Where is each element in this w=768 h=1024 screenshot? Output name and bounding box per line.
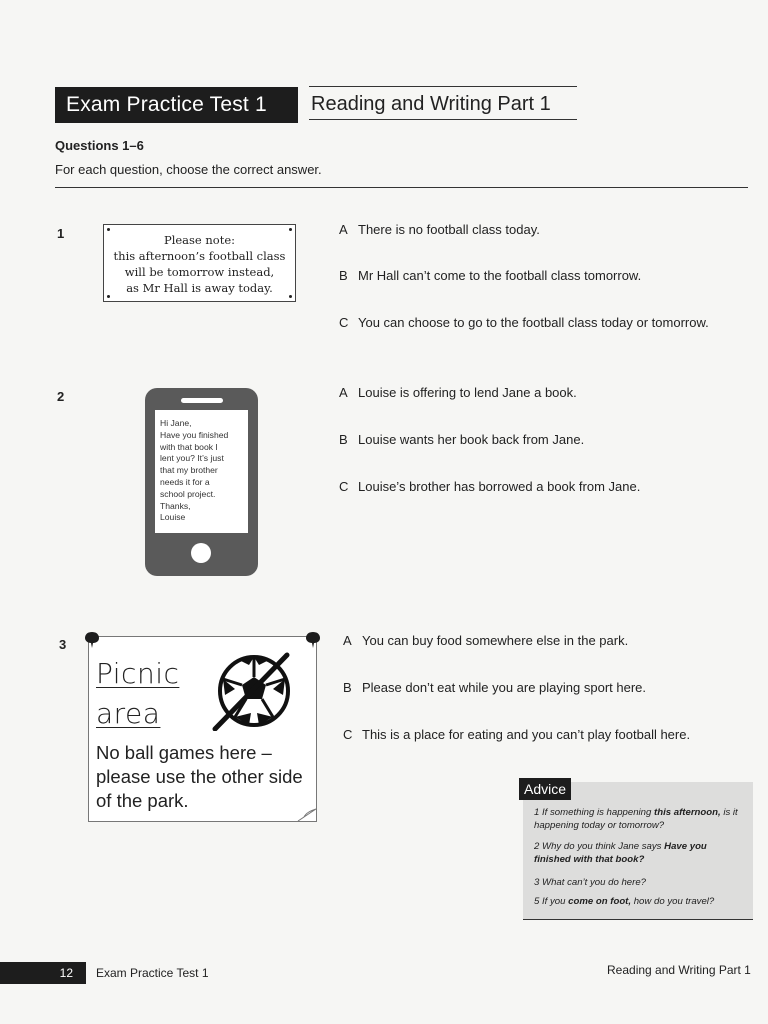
option-letter: B <box>339 268 348 283</box>
option-text: Louise is offering to lend Jane a book. <box>358 385 577 400</box>
option-text: Mr Hall can’t come to the football class tomorrow. <box>358 268 642 283</box>
pin-icon <box>304 631 322 649</box>
advice-item: 1 If something is happening this afternoon, is it happening today or tomorrow? <box>534 807 738 831</box>
message-line: Louise <box>160 512 186 523</box>
footer-right-text: Reading and Writing Part 1 <box>607 963 751 977</box>
part-title: Reading and Writing Part 1 <box>309 86 577 120</box>
message-line: with that book I <box>160 441 218 452</box>
message-line: Have you finished <box>160 429 229 440</box>
option-text: You can buy food somewhere else in the park. <box>362 633 629 648</box>
option-letter: C <box>339 315 349 330</box>
notice-line: as Mr Hall is away today. <box>126 281 273 295</box>
q1-option-a[interactable] <box>339 222 540 237</box>
option-text: Louise’s brother has borrowed a book from Jane. <box>358 479 641 494</box>
q3-option-b[interactable] <box>343 680 646 695</box>
phone-speaker <box>181 398 223 403</box>
option-letter: A <box>339 385 348 400</box>
option-text: There is no football class today. <box>358 222 540 237</box>
advice-item: 5 If you come on foot, how do you travel? <box>534 896 715 907</box>
q2-option-c[interactable] <box>339 479 640 494</box>
advice-label: Advice <box>519 778 571 800</box>
q1-option-b[interactable] <box>339 268 641 283</box>
q3-option-c[interactable] <box>343 727 690 742</box>
q1-option-c[interactable] <box>339 315 709 330</box>
question-number-1: 1 <box>57 226 65 241</box>
message-line: lent you? It’s just <box>160 453 224 464</box>
option-letter: B <box>339 432 348 447</box>
q2-option-a[interactable] <box>339 385 577 400</box>
instructions: For each question, choose the correct answer. <box>55 162 322 177</box>
header-divider <box>55 187 748 188</box>
no-football-icon <box>209 651 295 731</box>
notice-line: this afternoon’s football class <box>113 249 286 263</box>
message-line: school project. <box>160 488 216 499</box>
sign-message <box>96 741 316 813</box>
phone-screen <box>155 410 248 533</box>
option-text: You can choose to go to the football class today or tomorrow. <box>358 315 709 330</box>
questions-label: Questions 1–6 <box>55 138 144 153</box>
page-curl-icon <box>296 805 318 823</box>
option-letter: C <box>339 479 349 494</box>
advice-box <box>523 782 753 920</box>
option-letter: A <box>343 633 352 648</box>
option-letter: C <box>343 727 353 742</box>
option-letter: B <box>343 680 352 695</box>
sign-title-picnic: Picnic <box>96 657 180 690</box>
page-number: 12 <box>0 962 86 984</box>
option-letter: A <box>339 222 348 237</box>
message-line: needs it for a <box>160 476 210 487</box>
phone-home-button <box>191 543 211 563</box>
question-number-3: 3 <box>59 637 67 652</box>
notice-line: will be tomorrow instead, <box>124 265 275 279</box>
message-line: that my brother <box>160 465 218 476</box>
option-text: Please don’t eat while you are playing sport here. <box>362 680 647 695</box>
sign-line: please use the other side <box>96 766 303 787</box>
pin-icon <box>83 631 101 649</box>
notice-card <box>103 224 296 302</box>
option-text: Louise wants her book back from Jane. <box>358 432 585 447</box>
sign-line: No ball games here – <box>96 742 272 763</box>
exam-title: Exam Practice Test 1 <box>55 87 298 123</box>
footer-left-text: Exam Practice Test 1 <box>96 966 209 980</box>
option-text: This is a place for eating and you can’t play football here. <box>362 727 691 742</box>
advice-item: 2 Why do you think Jane says Have you finished with that book? <box>534 841 707 865</box>
phone-illustration <box>145 388 258 576</box>
notice-line: Please note: <box>163 233 236 247</box>
advice-item: 3 What can’t you do here? <box>534 877 647 888</box>
sign-line: of the park. <box>96 790 189 811</box>
question-number-2: 2 <box>57 389 65 404</box>
q2-option-b[interactable] <box>339 432 584 447</box>
q3-option-a[interactable] <box>343 633 628 648</box>
message-line: Hi Jane, <box>160 418 192 428</box>
message-line: Thanks, <box>160 500 191 511</box>
picnic-sign <box>88 636 317 822</box>
sign-title-area: area <box>96 697 161 730</box>
